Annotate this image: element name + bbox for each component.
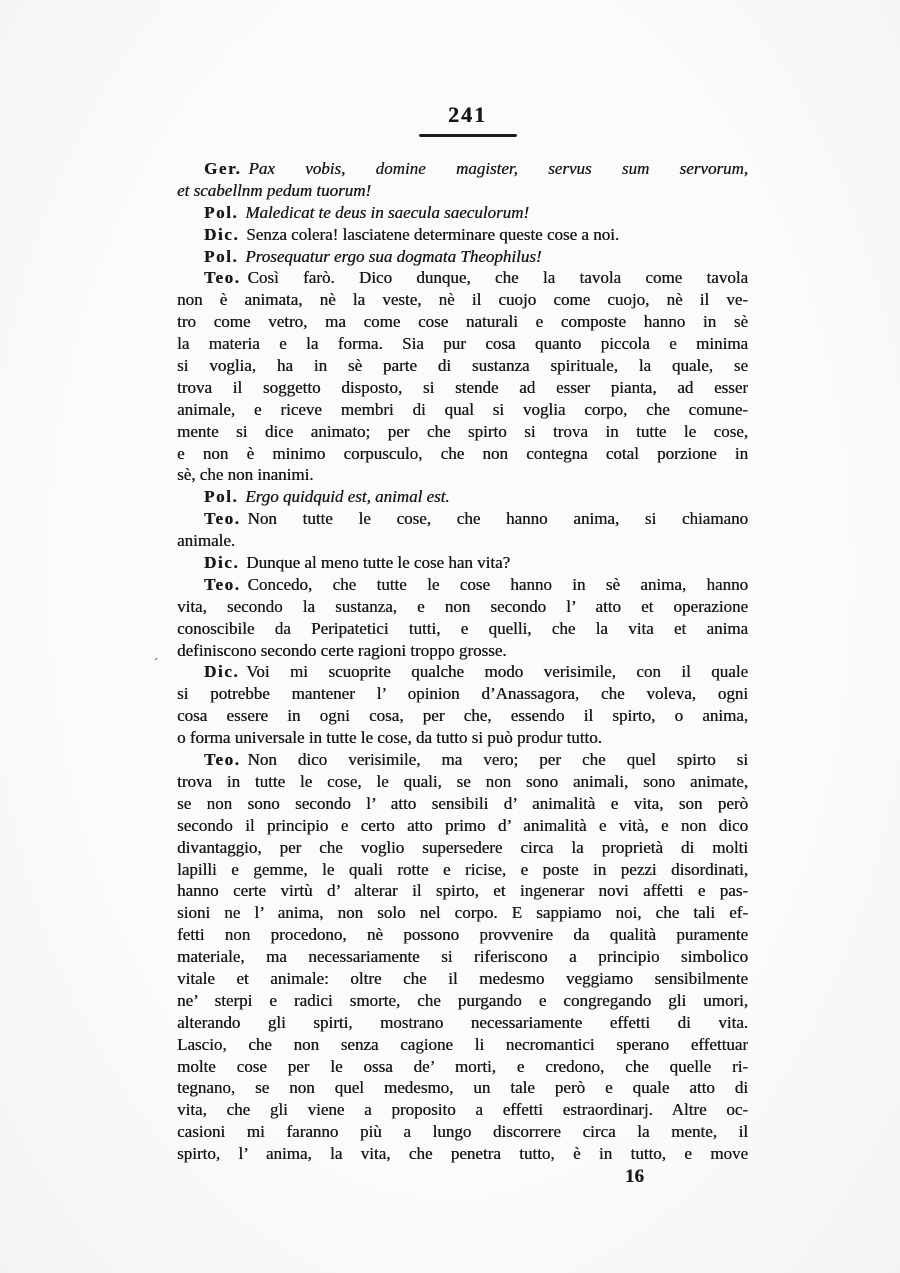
- page-number: 241: [448, 102, 487, 127]
- text-line: [177, 267, 748, 289]
- line-text: casioni mi faranno più a lungo discorrere circa la mente, il: [177, 1122, 748, 1142]
- text-block: [177, 158, 748, 1165]
- speaker-label: Teo.: [204, 574, 241, 594]
- text-line: [177, 990, 748, 1012]
- line-text: Maledicat te deus in saecula saeculorum!: [245, 202, 530, 222]
- line-text: vitale et animale: oltre che il medesmo veggiamo sensibilmente: [177, 968, 748, 988]
- line-text: mente si dice animato; per che spirto si trova in tutte le cose,: [177, 421, 748, 441]
- line-text: Senza colera! lasciatene determinare queste cose a noi.: [246, 224, 620, 244]
- text-line: [177, 1121, 748, 1143]
- speaker-label: Dic.: [204, 224, 240, 244]
- text-line: [177, 793, 748, 815]
- text-line: [177, 968, 748, 990]
- line-text: sioni ne l’ anima, non solo nel corpo. E sappiamo noi, che tali ef-: [177, 903, 748, 923]
- speaker-label: Ger.: [204, 159, 242, 178]
- speaker-label: Teo.: [204, 509, 241, 529]
- signature-number: 16: [625, 1165, 644, 1187]
- line-text: o forma universale in tutte le cose, da tutto si può produr tutto.: [177, 728, 602, 748]
- line-text: trova il soggetto disposto, si stende ad esser pianta, ad esser: [177, 377, 748, 397]
- text-line: [177, 289, 748, 311]
- line-text: lapilli e gemme, le quali rotte e ricise, e poste in pezzi disordinati,: [177, 859, 748, 879]
- line-text: Non dico verisimile, ma vero; per che quel spirto si: [247, 750, 748, 770]
- line-text: non è animata, nè la veste, nè il cuojo come cuojo, nè il ve-: [177, 290, 748, 310]
- header-rule: [419, 134, 517, 137]
- text-line: [177, 618, 748, 640]
- text-line: [177, 355, 748, 377]
- text-line: [177, 749, 748, 771]
- line-text: animale, e riceve membri di qual si voglia corpo, che comune-: [177, 399, 748, 419]
- text-line: [177, 443, 748, 465]
- line-text: vita, che gli viene a proposito a effetti estraordinarj. Altre oc-: [177, 1100, 748, 1120]
- line-text: Lascio, che non senza cagione li necromantici sperano effettuar: [177, 1034, 748, 1054]
- line-text: Pax vobis, domine magister, servus sum servorum,: [248, 159, 748, 178]
- line-text: hanno certe virtù d’ alterar il spirto, et ingenerar novi affetti e pas-: [177, 881, 748, 901]
- line-text: fetti non procedono, nè possono provvenire da qualità puramente: [177, 925, 748, 945]
- text-line: [177, 530, 748, 552]
- speaker-label: Pol.: [204, 487, 239, 507]
- page-content: [177, 102, 748, 1188]
- line-text: animale.: [177, 531, 236, 551]
- line-text: si potrebbe mantener l’ opinion d’Anassagora, che voleva, ogni: [177, 684, 748, 704]
- line-text: Dunque al meno tutte le cose han vita?: [246, 553, 511, 573]
- text-line: [177, 377, 748, 399]
- speaker-label: Dic.: [204, 662, 240, 682]
- text-line: [177, 1143, 748, 1165]
- line-text: tegnano, se non quel medesmo, un tale però e quale atto di: [177, 1078, 748, 1098]
- text-line: [177, 552, 748, 574]
- line-text: se non sono secondo l’ atto sensibili d’ animalità e vita, son però: [177, 793, 748, 813]
- speaker-label: Dic.: [204, 553, 240, 573]
- text-line: [177, 640, 748, 662]
- line-text: ne’ sterpi e radici smorte, che purgando e congregando gli umori,: [177, 990, 748, 1010]
- line-text: sè, che non inanimi.: [177, 465, 314, 485]
- text-line: [177, 924, 748, 946]
- line-text: divantaggio, per che voglio supersedere circa la proprietà di molti: [177, 837, 748, 857]
- text-line: [177, 705, 748, 727]
- line-text: trova in tutte le cose, le quali, se non sono animali, sono animate,: [177, 771, 748, 791]
- speaker-label: Pol.: [204, 246, 239, 266]
- line-text: et scabellnm pedum tuorum!: [177, 180, 372, 200]
- text-line: [177, 1099, 748, 1121]
- text-line: [177, 596, 748, 618]
- line-text: e non è minimo corpusculo, che non contegna cotal porzione in: [177, 443, 748, 463]
- line-text: Ergo quidquid est, animal est.: [245, 487, 450, 507]
- text-line: [177, 311, 748, 333]
- text-line: [177, 683, 748, 705]
- text-line: [177, 815, 748, 837]
- line-text: si voglia, ha in sè parte di sustanza spirituale, la quale, se: [177, 356, 748, 376]
- text-line: [177, 1056, 748, 1078]
- line-text: vita, secondo la sustanza, e non secondo l’ atto et operazione: [177, 596, 748, 616]
- line-text: cosa essere in ogni cosa, per che, essendo il spirto, o anima,: [177, 706, 748, 726]
- text-line: [177, 421, 748, 443]
- text-line: [177, 837, 748, 859]
- line-text: Voi mi scuoprite qualche modo verisimile, con il quale: [246, 662, 748, 682]
- line-text: molte cose per le ossa de’ morti, e credono, che quelle ri-: [177, 1056, 748, 1076]
- text-line: [177, 486, 748, 508]
- line-text: Concedo, che tutte le cose hanno in sè anima, hanno: [247, 574, 748, 594]
- text-line: [177, 771, 748, 793]
- text-line: [177, 946, 748, 968]
- page-header: [187, 102, 748, 137]
- text-line: [177, 464, 748, 486]
- line-text: Non tutte le cose, che hanno anima, si chiamano: [247, 509, 748, 529]
- line-text: secondo il principio e certo atto primo d’ animalità e vità, e non dico: [177, 815, 748, 835]
- line-text: spirto, l’ anima, la vita, che penetra tutto, è in tutto, e move: [177, 1144, 748, 1164]
- text-line: [177, 1012, 748, 1034]
- text-line: [177, 246, 748, 268]
- speaker-label: Pol.: [204, 202, 239, 222]
- text-line: [177, 1077, 748, 1099]
- line-text: Prosequatur ergo sua dogmata Theophilus!: [245, 246, 542, 266]
- line-text: Così farò. Dico dunque, che la tavola come tavola: [247, 268, 748, 288]
- text-line: [177, 399, 748, 421]
- text-line: [177, 574, 748, 596]
- text-line: [177, 508, 748, 530]
- line-text: definiscono secondo certe ragioni troppo grosse.: [177, 640, 507, 660]
- speaker-label: Teo.: [204, 268, 241, 288]
- text-line: [177, 727, 748, 749]
- text-line: [177, 180, 748, 202]
- text-line: [177, 902, 748, 924]
- scan-artifact: ´: [151, 654, 159, 671]
- text-line: [177, 661, 748, 683]
- text-line: [177, 859, 748, 881]
- line-text: tro come vetro, ma come cose naturali e composte hanno in sè: [177, 312, 748, 332]
- text-line: [177, 224, 748, 246]
- line-text: alterando gli spirti, mostrano necessariamente effetti di vita.: [177, 1012, 748, 1032]
- text-line: [177, 1034, 748, 1056]
- line-text: conoscibile da Peripatetici tutti, e quelli, che la vita et anima: [177, 618, 748, 638]
- line-text: la materia e la forma. Sia pur cosa quanto piccola e minima: [177, 334, 748, 354]
- text-line: [177, 158, 748, 180]
- line-text: materiale, ma necessariamente si riferiscono a principio simbolico: [177, 947, 748, 967]
- text-line: [177, 880, 748, 902]
- speaker-label: Teo.: [204, 750, 241, 770]
- text-line: [177, 202, 748, 224]
- text-line: [177, 333, 748, 355]
